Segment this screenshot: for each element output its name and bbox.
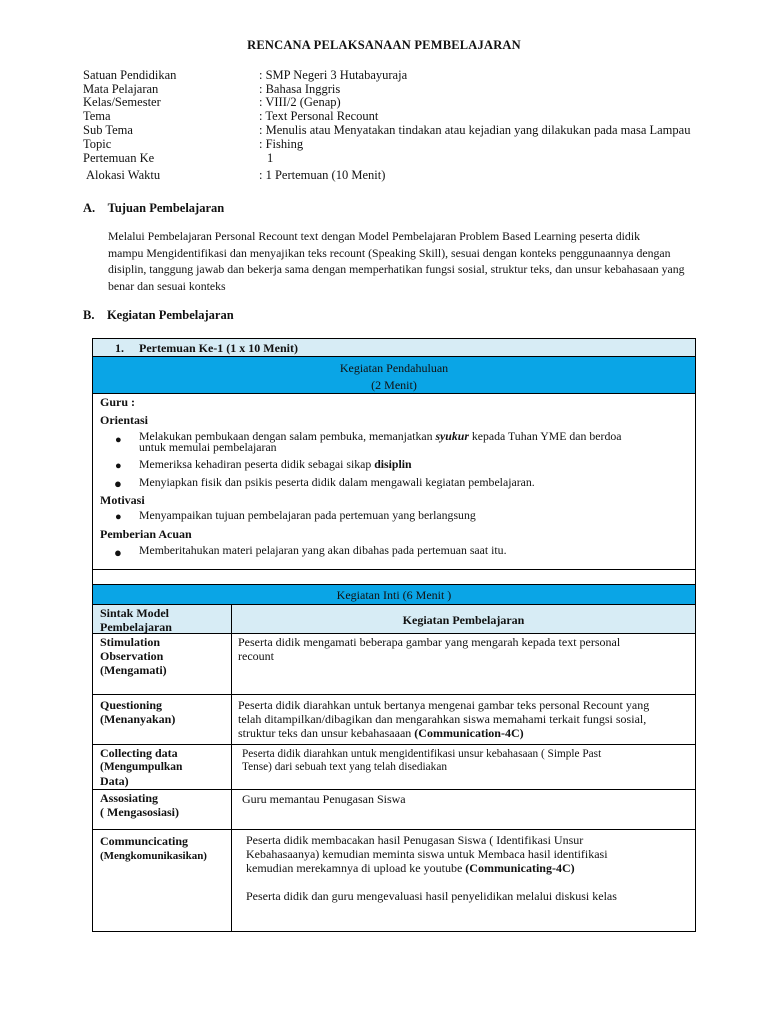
sintak-cell xyxy=(92,744,232,790)
kegiatan-line: Peserta didik dan guru mengevaluasi hasil penyelidikan melalui diskusi kelas xyxy=(246,889,617,903)
section-b-heading: B. Kegiatan Pembelajaran xyxy=(83,308,234,322)
bullet-text: Menyiapkan fisik dan psikis peserta didik dalam mengawali kegiatan pembelajaran. xyxy=(139,475,535,489)
sintak-cell xyxy=(92,694,232,745)
sintak-line: Data) xyxy=(100,774,129,788)
identity-key: Sub Tema xyxy=(83,123,133,137)
paragraph-line: Melalui Pembelajaran Personal Recount text dengan Model Pembelajaran Problem Based Learning peserta didik xyxy=(108,229,641,243)
kegiatan-bold: (Communicating-4C) xyxy=(465,861,575,875)
bullet-bold: disiplin xyxy=(374,457,412,471)
bullet-icon: ● xyxy=(115,434,122,446)
paragraph-line: mampu Mengidentifikasi dan menyajikan teks recount (Speaking Skill), sesuai dengan konteks penggunaannya dengan xyxy=(108,245,671,260)
identity-key: Mata Pelajaran xyxy=(83,82,159,96)
paragraph-line: disiplin, tanggung jawab dan bekerja sama dengan memperhatikan fungsi sosial, struktur teks, dan unsur kebahasaan yang xyxy=(108,262,685,276)
pendahuluan-header xyxy=(92,356,696,394)
identity-key: Tema xyxy=(83,109,111,123)
kegiatan-line: Kebahasaanya) kemudian meminta siswa untuk Membaca hasil identifikasi xyxy=(246,847,608,861)
identity-value: : VIII/2 (Genap) xyxy=(259,95,341,109)
sintak-line: Stimulation xyxy=(100,635,161,649)
kegiatan-cell xyxy=(231,744,696,790)
kegiatan-line: Peserta didik mengamati beberapa gambar yang mengarah kepada text personal xyxy=(238,635,621,649)
kegiatan-line xyxy=(238,726,524,740)
identity-key: Alokasi Waktu xyxy=(86,168,161,182)
identity-value: : Text Personal Recount xyxy=(259,109,379,123)
section-a-paragraph xyxy=(108,228,694,294)
bullet-icon: ● xyxy=(114,476,122,491)
col-header-line: Kegiatan Pembelajaran xyxy=(402,613,525,627)
bullet-text: kepada Tuhan YME dan berdoa xyxy=(468,429,622,443)
col-header-sintak xyxy=(92,604,232,634)
col-header-line: Pembelajaran xyxy=(100,620,172,634)
kegiatan-line: Peserta didik diarahkan untuk mengidentifikasi unsur kebahasaan ( Simple Past xyxy=(242,748,602,760)
sintak-line: Observation xyxy=(100,649,164,663)
sintak-line: Communcicating xyxy=(100,834,188,848)
document-title: RENCANA PELAKSANAAN PEMBELAJARAN xyxy=(247,38,521,52)
kegiatan-cell xyxy=(231,789,696,830)
identity-value: : Bahasa Inggris xyxy=(259,82,341,96)
sintak-line: (Menanyakan) xyxy=(100,712,176,726)
kegiatan-line xyxy=(246,861,575,875)
pendahuluan-time: (2 Menit) xyxy=(371,378,417,392)
identity-key: Kelas/Semester xyxy=(83,95,161,109)
meeting-header xyxy=(92,338,696,357)
sintak-line: (Mengumpulkan xyxy=(100,761,183,773)
identity-key: Topic xyxy=(83,137,112,151)
inti-title: Kegiatan Inti (6 Menit ) xyxy=(336,588,452,602)
spacer-row xyxy=(92,569,696,585)
kegiatan-line: Tense) dari sebuah text yang telah disediakan xyxy=(242,761,447,773)
pendahuluan-title: Kegiatan Pendahuluan xyxy=(339,361,449,375)
kegiatan-line: Peserta didik diarahkan untuk bertanya mengenai gambar teks personal Recount yang xyxy=(238,698,650,712)
bullet-item xyxy=(139,457,412,472)
bullet-text: Memeriksa kehadiran peserta didik sebagai sikap xyxy=(139,457,375,471)
identity-value: : Fishing xyxy=(259,137,304,151)
identity-key: Pertemuan Ke xyxy=(83,151,155,165)
orientasi-label: Orientasi xyxy=(100,413,148,427)
kegiatan-line: recount xyxy=(238,649,274,663)
bullet-emphasis: syukur xyxy=(435,429,469,443)
sintak-line: Assosiating xyxy=(100,791,159,805)
sintak-line: ( Mengasosiasi) xyxy=(100,805,179,819)
kegiatan-cell xyxy=(231,694,696,745)
kegiatan-line: Guru memantau Penugasan Siswa xyxy=(242,792,406,806)
col-header-line: Sintak Model xyxy=(100,606,170,620)
bullet-text: Melakukan pembukaan dengan salam pembuka, memanjatkan xyxy=(139,429,436,443)
identity-value: : 1 Pertemuan (10 Menit) xyxy=(259,168,386,182)
section-a-heading: A. Tujuan Pembelajaran xyxy=(83,201,225,215)
sintak-line: Collecting data xyxy=(100,746,178,760)
sintak-line: Questioning xyxy=(100,698,163,712)
meeting-number: 1. xyxy=(115,341,124,355)
meeting-label: Pertemuan Ke-1 (1 x 10 Menit) xyxy=(139,341,298,355)
pendahuluan-body xyxy=(92,393,696,570)
kegiatan-bold: (Communication-4C) xyxy=(414,726,524,740)
bullet-text-line2: untuk memulai pembelajaran xyxy=(139,440,277,454)
kegiatan-line: telah ditampilkan/dibagikan dan mengarahkan siswa memahami terkait fungsi sosial, xyxy=(238,712,647,726)
motivasi-label: Motivasi xyxy=(100,493,145,507)
kegiatan-text: kemudian merekamnya di upload ke youtube xyxy=(246,861,466,875)
bullet-item xyxy=(139,431,622,453)
kegiatan-line: Peserta didik membacakan hasil Penugasan Siswa ( Identifikasi Unsur xyxy=(246,833,584,847)
sintak-cell xyxy=(92,789,232,830)
sintak-line: (Mengkomunikasikan) xyxy=(100,850,207,862)
bullet-icon: ● xyxy=(115,460,122,472)
kegiatan-cell xyxy=(231,633,696,695)
sintak-cell xyxy=(92,829,232,932)
bullet-icon: ● xyxy=(115,511,122,523)
identity-value: : Menulis atau Menyatakan tindakan atau kejadian yang dilakukan pada masa Lampau xyxy=(259,123,691,137)
inti-header xyxy=(92,584,696,605)
bullet-icon: ● xyxy=(114,545,122,560)
identity-value: : SMP Negeri 3 Hutabayuraja xyxy=(259,68,408,82)
paragraph-line: benar dan sesuai konteks xyxy=(108,278,226,293)
identity-key: Satuan Pendidikan xyxy=(83,68,177,82)
kegiatan-cell xyxy=(231,829,696,932)
bullet-text: Menyampaikan tujuan pembelajaran pada pertemuan yang berlangsung xyxy=(139,508,476,522)
col-header-kegiatan xyxy=(231,604,696,634)
identity-value: 1 xyxy=(267,151,274,165)
kegiatan-text: struktur teks dan unsur kebahasaaan xyxy=(238,726,415,740)
bullet-text: Memberitahukan materi pelajaran yang akan dibahas pada pertemuan saat itu. xyxy=(139,543,507,557)
acuan-label: Pemberian Acuan xyxy=(100,527,192,541)
guru-label: Guru : xyxy=(100,395,136,409)
sintak-cell xyxy=(92,633,232,695)
sintak-line: (Mengamati) xyxy=(100,663,167,677)
